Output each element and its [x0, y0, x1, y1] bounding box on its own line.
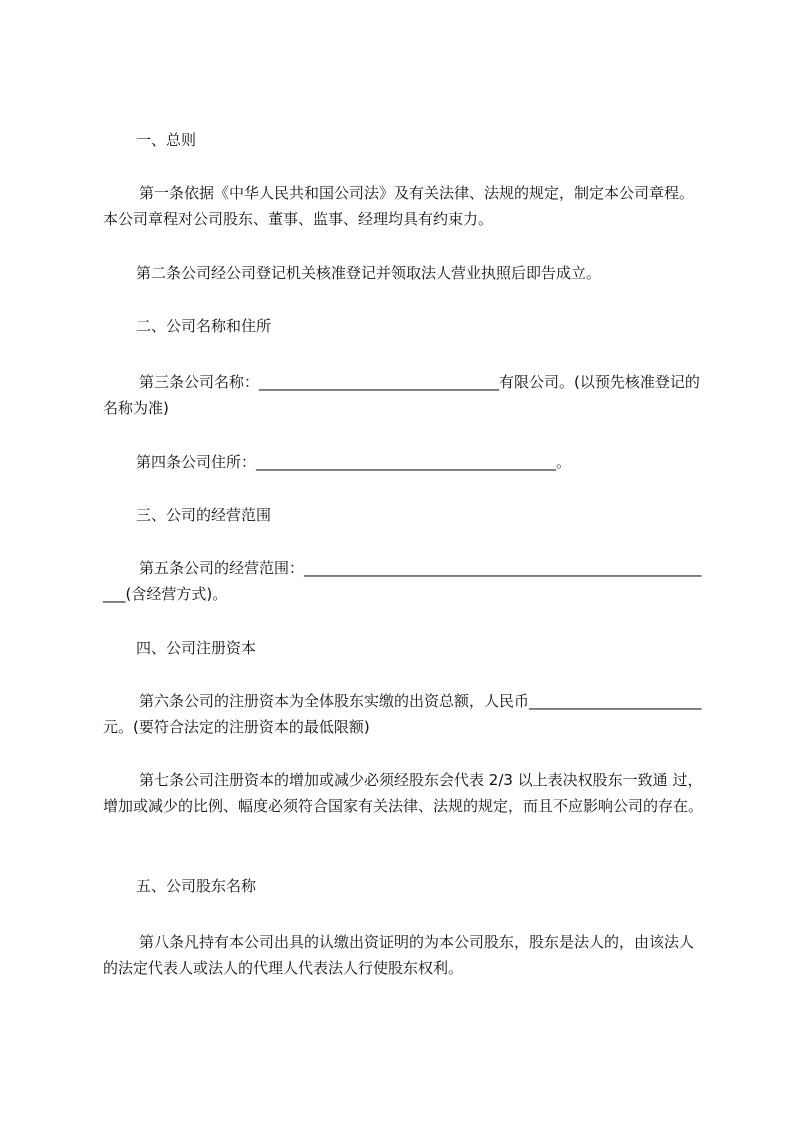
section-heading-business-scope: 三、公司的经营范围: [136, 506, 272, 524]
article-2: 第二条公司经公司登记机关核准登记并领取法人营业执照后即告成立。: [136, 264, 602, 282]
article-6: 第六条公司的注册资本为全体股东实缴的出资总额，人民币_______________________元。(要符合法定的注册资本的最低限额): [103, 692, 702, 736]
article-8: 第八条凡持有本公司出具的认缴出资证明的为本公司股东，股东是法人的，由该法人的法定代表人或法人的代理人代表法人行使股东权利。: [103, 933, 695, 977]
article-3: 第三条公司名称：________________________________有限公司。(以预先核准登记的名称为准): [103, 373, 700, 417]
article-5: 第五条公司的经营范围：________________________________________________________(含经营方式)。: [103, 559, 702, 603]
section-heading-shareholders: 五、公司股东名称: [136, 877, 257, 895]
section-heading-general: 一、总则: [136, 131, 197, 149]
article-7: 第七条公司注册资本的增加或减少必须经股东会代表 2/3 以上表决权股东一致通 过，增加或减少的比例、幅度必须符合国家有关法律、法规的规定，而且不应影响公司的存在。: [103, 771, 704, 815]
article-1: 第一条依据《中华人民共和国公司法》及有关法律、法规的规定，制定本公司章程。本公司章程对公司股东、董事、监事、经理均具有约束力。: [103, 184, 695, 228]
section-heading-registered-capital: 四、公司注册资本: [136, 639, 257, 657]
section-heading-name-address: 二、公司名称和住所: [136, 317, 272, 335]
article-4: 第四条公司住所：________________________________________。: [136, 453, 572, 471]
